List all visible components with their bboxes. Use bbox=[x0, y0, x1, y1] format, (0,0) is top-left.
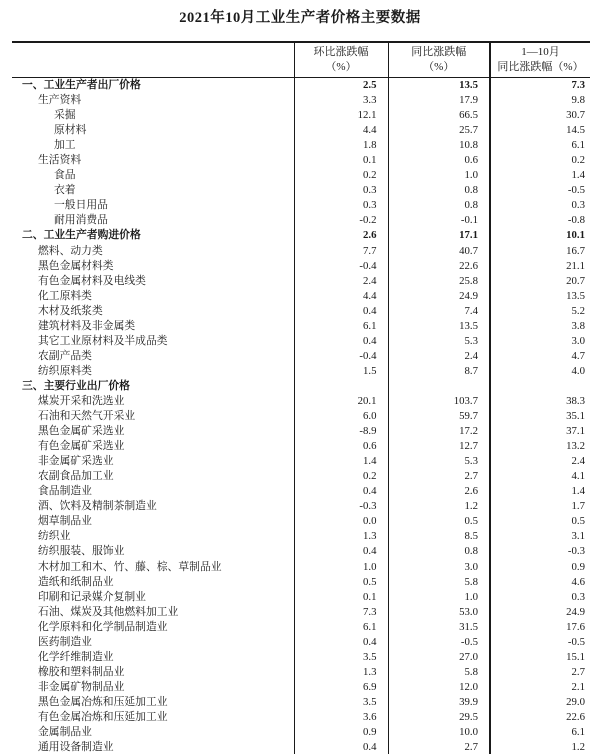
cell-ytd: -0.8 bbox=[490, 213, 590, 228]
table-row bbox=[12, 560, 590, 575]
table-row bbox=[12, 469, 590, 484]
cell-ytd: 5.2 bbox=[490, 304, 590, 319]
cell-ytd: 4.7 bbox=[490, 349, 590, 364]
cell-yoy: 13.5 bbox=[388, 319, 490, 334]
page-title: 2021年10月工业生产者价格主要数据 bbox=[179, 10, 421, 26]
cell-mom: 0.1 bbox=[294, 590, 388, 605]
header-row bbox=[12, 42, 590, 78]
cell-yoy: 10.8 bbox=[388, 138, 490, 153]
col-header-yoy-line2: （%） bbox=[423, 61, 455, 73]
row-label: 有色金属冶炼和压延加工业 bbox=[38, 710, 168, 723]
cell-ytd: 1.2 bbox=[490, 740, 590, 754]
table-row bbox=[12, 710, 590, 725]
row-label: 采掘 bbox=[54, 109, 76, 122]
cell-mom: 1.4 bbox=[294, 454, 388, 469]
table-row bbox=[12, 334, 590, 349]
row-label: 纺织原料类 bbox=[38, 364, 92, 377]
cell-mom: 0.0 bbox=[294, 514, 388, 529]
cell-mom: 0.1 bbox=[294, 153, 388, 168]
table-row bbox=[12, 665, 590, 680]
cell-mom: 0.6 bbox=[294, 439, 388, 454]
cell-ytd: 9.8 bbox=[490, 93, 590, 108]
table-header bbox=[12, 42, 590, 78]
col-header-mom bbox=[294, 42, 388, 78]
table-row bbox=[12, 439, 590, 454]
cell-yoy bbox=[388, 379, 490, 394]
cell-mom: 1.8 bbox=[294, 138, 388, 153]
cell-mom: 6.1 bbox=[294, 620, 388, 635]
cell-mom: 0.4 bbox=[294, 484, 388, 499]
cell-yoy: 5.8 bbox=[388, 575, 490, 590]
row-label: 黑色金属材料类 bbox=[38, 259, 114, 272]
row-label: 建筑材料及非金属类 bbox=[38, 319, 136, 332]
table-row bbox=[12, 740, 590, 754]
table-row bbox=[12, 259, 590, 274]
cell-yoy: 2.6 bbox=[388, 484, 490, 499]
cell-yoy: 31.5 bbox=[388, 620, 490, 635]
cell-ytd: 6.1 bbox=[490, 138, 590, 153]
cell-mom: 3.6 bbox=[294, 710, 388, 725]
row-label: 化工原料类 bbox=[38, 289, 92, 302]
cell-mom: 0.2 bbox=[294, 168, 388, 183]
cell-ytd: 2.1 bbox=[490, 680, 590, 695]
cell-yoy: 0.8 bbox=[388, 183, 490, 198]
cell-yoy: 13.5 bbox=[388, 78, 490, 94]
cell-mom: -0.4 bbox=[294, 349, 388, 364]
cell-mom: 7.7 bbox=[294, 244, 388, 259]
row-label: 石油和天然气开采业 bbox=[38, 410, 136, 423]
cell-yoy: 5.3 bbox=[388, 454, 490, 469]
table-row bbox=[12, 484, 590, 499]
table-row bbox=[12, 183, 590, 198]
cell-ytd: 10.1 bbox=[490, 228, 590, 243]
cell-yoy: 12.7 bbox=[388, 439, 490, 454]
cell-ytd: 2.7 bbox=[490, 665, 590, 680]
col-header-mom-line1: 环比涨跌幅 bbox=[313, 46, 369, 59]
table-row bbox=[12, 695, 590, 710]
row-label: 燃料、动力类 bbox=[38, 244, 103, 257]
cell-yoy: 1.0 bbox=[388, 590, 490, 605]
cell-ytd: 4.0 bbox=[490, 364, 590, 379]
cell-yoy: 103.7 bbox=[388, 394, 490, 409]
cell-ytd: 21.1 bbox=[490, 259, 590, 274]
table-row bbox=[12, 274, 590, 289]
cell-mom: 4.4 bbox=[294, 123, 388, 138]
cell-mom: 2.6 bbox=[294, 228, 388, 243]
table-row bbox=[12, 168, 590, 183]
table-row bbox=[12, 349, 590, 364]
cell-yoy: -0.5 bbox=[388, 635, 490, 650]
table-row bbox=[12, 78, 590, 94]
cell-ytd: 3.0 bbox=[490, 334, 590, 349]
table-row bbox=[12, 605, 590, 620]
cell-mom: 6.0 bbox=[294, 409, 388, 424]
cell-mom: 0.4 bbox=[294, 635, 388, 650]
cell-mom: 0.2 bbox=[294, 469, 388, 484]
cell-mom: 0.5 bbox=[294, 575, 388, 590]
cell-yoy: 17.2 bbox=[388, 424, 490, 439]
cell-yoy: 2.7 bbox=[388, 740, 490, 754]
cell-mom: 7.3 bbox=[294, 605, 388, 620]
table-row bbox=[12, 289, 590, 304]
cell-ytd: 15.1 bbox=[490, 650, 590, 665]
cell-yoy: 0.6 bbox=[388, 153, 490, 168]
cell-yoy: 0.5 bbox=[388, 514, 490, 529]
row-label: 非金属矿采选业 bbox=[38, 455, 114, 468]
cell-mom: 1.0 bbox=[294, 560, 388, 575]
cell-ytd: -0.5 bbox=[490, 635, 590, 650]
cell-yoy: 3.0 bbox=[388, 560, 490, 575]
cell-mom: 3.5 bbox=[294, 650, 388, 665]
cell-mom: -8.9 bbox=[294, 424, 388, 439]
cell-yoy: 5.8 bbox=[388, 665, 490, 680]
cell-ytd: 13.2 bbox=[490, 439, 590, 454]
cell-yoy: 1.0 bbox=[388, 168, 490, 183]
row-label: 酒、饮料及精制茶制造业 bbox=[38, 500, 157, 513]
cell-ytd: 0.9 bbox=[490, 560, 590, 575]
cell-ytd: 0.3 bbox=[490, 590, 590, 605]
cell-mom: 1.3 bbox=[294, 529, 388, 544]
cell-ytd: 38.3 bbox=[490, 394, 590, 409]
cell-yoy: 12.0 bbox=[388, 680, 490, 695]
row-label: 加工 bbox=[54, 139, 76, 152]
table-row bbox=[12, 590, 590, 605]
row-label: 石油、煤炭及其他燃料加工业 bbox=[38, 605, 179, 618]
row-label: 生活资料 bbox=[38, 154, 82, 167]
cell-ytd: 20.7 bbox=[490, 274, 590, 289]
cell-yoy: 8.5 bbox=[388, 529, 490, 544]
cell-mom: 12.1 bbox=[294, 108, 388, 123]
cell-mom: 3.3 bbox=[294, 93, 388, 108]
cell-mom: 6.9 bbox=[294, 680, 388, 695]
cell-ytd: 1.7 bbox=[490, 499, 590, 514]
cell-mom: 2.5 bbox=[294, 78, 388, 94]
row-label: 一般日用品 bbox=[54, 199, 108, 212]
table-row bbox=[12, 424, 590, 439]
cell-yoy: 5.3 bbox=[388, 334, 490, 349]
cell-yoy: 2.7 bbox=[388, 469, 490, 484]
cell-ytd: 14.5 bbox=[490, 123, 590, 138]
table-row bbox=[12, 650, 590, 665]
row-label: 化学原料和化学制品制造业 bbox=[38, 620, 168, 633]
table-row bbox=[12, 319, 590, 334]
cell-mom: 0.3 bbox=[294, 183, 388, 198]
table-row bbox=[12, 575, 590, 590]
table-row bbox=[12, 153, 590, 168]
row-label: 木材及纸浆类 bbox=[38, 304, 103, 317]
cell-ytd: -0.3 bbox=[490, 544, 590, 559]
cell-yoy: 39.9 bbox=[388, 695, 490, 710]
cell-mom: -0.4 bbox=[294, 259, 388, 274]
cell-yoy: 25.8 bbox=[388, 274, 490, 289]
row-label: 其它工业原材料及半成品类 bbox=[38, 334, 168, 347]
cell-yoy: 10.0 bbox=[388, 725, 490, 740]
row-label: 非金属矿物制品业 bbox=[38, 680, 125, 693]
producer-price-table bbox=[12, 41, 590, 754]
cell-ytd: 6.1 bbox=[490, 725, 590, 740]
table-row bbox=[12, 304, 590, 319]
row-label: 耐用消费品 bbox=[54, 214, 108, 227]
cell-ytd: 7.3 bbox=[490, 78, 590, 94]
cell-yoy: 0.8 bbox=[388, 544, 490, 559]
row-label: 农副食品加工业 bbox=[38, 470, 114, 483]
row-label: 纺织业 bbox=[38, 530, 71, 543]
cell-yoy: 17.9 bbox=[388, 93, 490, 108]
cell-mom: 2.4 bbox=[294, 274, 388, 289]
cell-mom: 0.4 bbox=[294, 334, 388, 349]
cell-yoy: 53.0 bbox=[388, 605, 490, 620]
cell-ytd: 3.1 bbox=[490, 529, 590, 544]
cell-yoy: 8.7 bbox=[388, 364, 490, 379]
row-label: 烟草制品业 bbox=[38, 515, 92, 528]
cell-ytd: 0.5 bbox=[490, 514, 590, 529]
row-label: 食品制造业 bbox=[38, 485, 92, 498]
row-label: 黑色金属矿采选业 bbox=[38, 425, 125, 438]
cell-yoy: 40.7 bbox=[388, 244, 490, 259]
table-row bbox=[12, 228, 590, 243]
cell-yoy: 17.1 bbox=[388, 228, 490, 243]
row-label: 一、工业生产者出厂价格 bbox=[22, 79, 141, 91]
cell-yoy: 2.4 bbox=[388, 349, 490, 364]
col-header-mom-line2: （%） bbox=[325, 61, 357, 73]
cell-yoy: 1.2 bbox=[388, 499, 490, 514]
col-header-ytd bbox=[490, 42, 590, 78]
cell-ytd: 1.4 bbox=[490, 484, 590, 499]
table-row bbox=[12, 138, 590, 153]
cell-ytd: 2.4 bbox=[490, 454, 590, 469]
cell-ytd: 16.7 bbox=[490, 244, 590, 259]
table-row bbox=[12, 620, 590, 635]
col-header-yoy bbox=[388, 42, 490, 78]
row-label: 衣着 bbox=[54, 184, 76, 197]
row-label: 二、工业生产者购进价格 bbox=[22, 229, 141, 242]
cell-ytd: 29.0 bbox=[490, 695, 590, 710]
cell-ytd: 30.7 bbox=[490, 108, 590, 123]
cell-ytd: 22.6 bbox=[490, 710, 590, 725]
table-row bbox=[12, 213, 590, 228]
row-label: 煤炭开采和洗选业 bbox=[38, 394, 125, 407]
table-row bbox=[12, 123, 590, 138]
table-row bbox=[12, 394, 590, 409]
table-row bbox=[12, 364, 590, 379]
cell-mom: 3.5 bbox=[294, 695, 388, 710]
cell-mom: 0.9 bbox=[294, 725, 388, 740]
cell-mom bbox=[294, 379, 388, 394]
row-label: 造纸和纸制品业 bbox=[38, 575, 114, 588]
row-label: 有色金属材料及电线类 bbox=[38, 274, 146, 287]
cell-ytd: 24.9 bbox=[490, 605, 590, 620]
table-body bbox=[12, 78, 590, 754]
col-header-ytd-line1: 1—10月 bbox=[521, 46, 560, 59]
row-label: 木材加工和木、竹、藤、棕、草制品业 bbox=[38, 560, 222, 573]
table-row bbox=[12, 635, 590, 650]
cell-ytd: 0.3 bbox=[490, 198, 590, 213]
table-row bbox=[12, 379, 590, 394]
table-row bbox=[12, 198, 590, 213]
cell-ytd: 4.6 bbox=[490, 575, 590, 590]
row-label: 医药制造业 bbox=[38, 635, 92, 648]
cell-ytd: 4.1 bbox=[490, 469, 590, 484]
cell-mom: -0.2 bbox=[294, 213, 388, 228]
table-row bbox=[12, 725, 590, 740]
row-label: 农副产品类 bbox=[38, 349, 92, 362]
cell-mom: -0.3 bbox=[294, 499, 388, 514]
cell-ytd: 35.1 bbox=[490, 409, 590, 424]
row-label: 三、主要行业出厂价格 bbox=[22, 379, 130, 392]
table-row bbox=[12, 529, 590, 544]
table-row bbox=[12, 93, 590, 108]
cell-ytd: 3.8 bbox=[490, 319, 590, 334]
table-row bbox=[12, 244, 590, 259]
row-label: 黑色金属冶炼和压延加工业 bbox=[38, 695, 168, 708]
cell-mom: 0.4 bbox=[294, 740, 388, 754]
cell-ytd: -0.5 bbox=[490, 183, 590, 198]
row-label: 食品 bbox=[54, 169, 76, 182]
cell-mom: 1.5 bbox=[294, 364, 388, 379]
table-row bbox=[12, 680, 590, 695]
cell-yoy: 59.7 bbox=[388, 409, 490, 424]
cell-mom: 6.1 bbox=[294, 319, 388, 334]
cell-ytd bbox=[490, 379, 590, 394]
row-label: 纺织服装、服饰业 bbox=[38, 545, 125, 558]
cell-yoy: 25.7 bbox=[388, 123, 490, 138]
table-row bbox=[12, 514, 590, 529]
cell-mom: 0.4 bbox=[294, 304, 388, 319]
table-row bbox=[12, 454, 590, 469]
cell-ytd: 13.5 bbox=[490, 289, 590, 304]
cell-ytd: 17.6 bbox=[490, 620, 590, 635]
table-row bbox=[12, 409, 590, 424]
row-label: 有色金属矿采选业 bbox=[38, 440, 125, 453]
row-label: 原材料 bbox=[54, 124, 87, 137]
table-row bbox=[12, 544, 590, 559]
header-label-cell bbox=[12, 42, 294, 78]
table-row bbox=[12, 108, 590, 123]
cell-yoy: 66.5 bbox=[388, 108, 490, 123]
cell-mom: 0.3 bbox=[294, 198, 388, 213]
cell-yoy: 0.8 bbox=[388, 198, 490, 213]
cell-yoy: 29.5 bbox=[388, 710, 490, 725]
cell-yoy: 7.4 bbox=[388, 304, 490, 319]
cell-mom: 1.3 bbox=[294, 665, 388, 680]
table-row bbox=[12, 499, 590, 514]
cell-yoy: -0.1 bbox=[388, 213, 490, 228]
col-header-yoy-line1: 同比涨跌幅 bbox=[411, 46, 467, 59]
col-header-ytd-line2: 同比涨跌幅（%） bbox=[497, 61, 584, 73]
cell-yoy: 27.0 bbox=[388, 650, 490, 665]
row-label: 化学纤维制造业 bbox=[38, 650, 114, 663]
cell-yoy: 24.9 bbox=[388, 289, 490, 304]
cell-ytd: 1.4 bbox=[490, 168, 590, 183]
cell-mom: 0.4 bbox=[294, 544, 388, 559]
row-label: 生产资料 bbox=[38, 94, 82, 107]
row-label: 印刷和记录媒介复制业 bbox=[38, 590, 146, 603]
cell-mom: 4.4 bbox=[294, 289, 388, 304]
cell-ytd: 37.1 bbox=[490, 424, 590, 439]
row-label: 橡胶和塑料制品业 bbox=[38, 665, 125, 678]
cell-mom: 20.1 bbox=[294, 394, 388, 409]
row-label: 金属制品业 bbox=[38, 726, 92, 739]
cell-yoy: 22.6 bbox=[388, 259, 490, 274]
cell-ytd: 0.2 bbox=[490, 153, 590, 168]
row-label: 通用设备制造业 bbox=[38, 741, 114, 754]
